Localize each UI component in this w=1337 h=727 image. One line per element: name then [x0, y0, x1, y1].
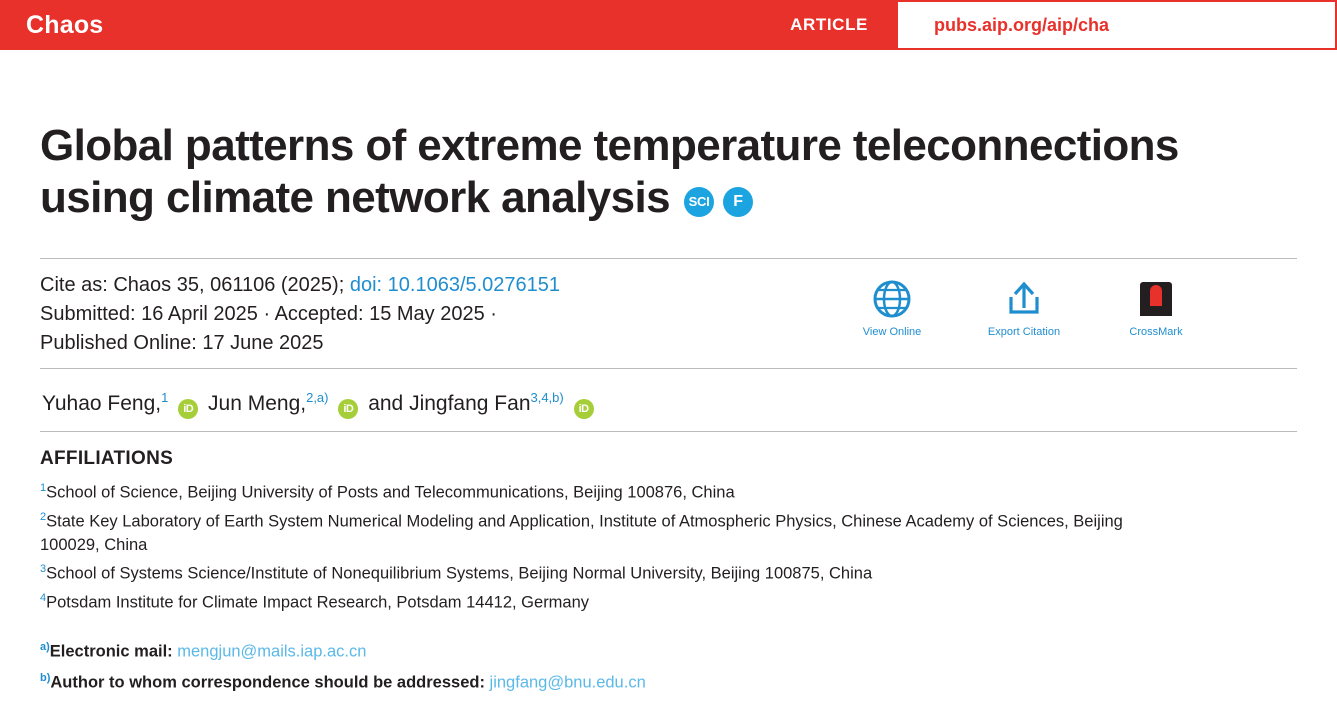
journal-header-bar: [0, 0, 898, 50]
affiliations-list: [40, 476, 1160, 614]
affiliation-item: [40, 476, 1160, 505]
author-2-affiliation-marker: 2,a): [306, 390, 329, 405]
accepted-date: Accepted: 15 May 2025 ·: [274, 303, 497, 325]
cite-as-text: Cite as: Chaos 35, 061106 (2025);: [40, 274, 345, 296]
article-type-label: ARTICLE: [790, 15, 868, 34]
article-content: [0, 50, 1337, 695]
citation-row: [40, 259, 1297, 368]
footnote-a-email[interactable]: mengjun@mails.iap.ac.cn: [177, 642, 367, 661]
footnote-a-marker: a): [40, 641, 50, 653]
affiliation-text: Potsdam Institute for Climate Impact Research, Potsdam 14412, Germany: [46, 593, 590, 611]
title-block: [40, 50, 1297, 224]
author-1-name[interactable]: Yuhao Feng,: [42, 392, 162, 415]
orcid-icon[interactable]: iD: [178, 399, 198, 419]
journal-url-link[interactable]: pubs.aip.org/aip/cha: [934, 14, 1110, 35]
author-3-name[interactable]: Jingfang Fan: [409, 392, 531, 415]
affiliation-marker: 3: [40, 563, 47, 575]
author-3-affiliation-marker: 3,4,b): [530, 390, 564, 405]
page-header: [0, 0, 1337, 50]
sci-badge[interactable]: SCI: [684, 187, 714, 217]
citation-text: [40, 271, 560, 358]
title-badge-group: [684, 187, 753, 217]
crossmark-icon: [1113, 277, 1199, 321]
page-title: Global patterns of extreme temperature teleconnections using climate network analysis: [40, 121, 1179, 222]
affiliation-text: School of Systems Science/Institute of Nonequilibrium Systems, Beijing Normal University, Beijing 100875, China: [46, 564, 873, 583]
doi-link[interactable]: doi: 10.1063/5.0276151: [349, 274, 561, 296]
affiliation-marker: 2: [40, 510, 47, 523]
crossmark-button[interactable]: [1113, 277, 1199, 338]
export-citation-button[interactable]: [981, 277, 1067, 338]
submitted-date: Submitted: 16 April 2025 ·: [40, 303, 271, 325]
footnote-b-email[interactable]: jingfang@bnu.edu.cn: [489, 673, 646, 691]
footnote-b-label: Author to whom correspondence should be addressed:: [50, 673, 485, 691]
export-citation-caption: Export Citation: [987, 326, 1061, 338]
affiliation-text: State Key Laboratory of Earth System Numerical Modeling and Application, Institute of Atmospheric Physics, Chinese Academy of Sciences, Beijing 100029, China: [40, 512, 1123, 554]
affiliations-heading: AFFILIATIONS: [40, 448, 174, 469]
affiliation-item: [40, 557, 1160, 586]
author-2-name[interactable]: Jun Meng,: [208, 392, 307, 415]
export-icon: [981, 277, 1067, 321]
author-1-affiliation-marker: 1: [161, 390, 169, 405]
authors-row: [40, 369, 1297, 431]
f-badge[interactable]: F: [723, 187, 753, 217]
crossmark-caption: CrossMark: [1129, 326, 1183, 338]
footnote-b: [40, 665, 1297, 696]
citation-tool-icons: [849, 271, 1297, 338]
affiliation-item: [40, 505, 1160, 558]
affiliation-item: [40, 586, 1160, 615]
affiliation-marker: 1: [40, 482, 47, 494]
footnote-a-label: Electronic mail:: [49, 642, 173, 661]
journal-url-box[interactable]: [898, 0, 1337, 50]
orcid-icon[interactable]: iD: [338, 399, 358, 419]
affiliation-text: School of Science, Beijing University of Posts and Telecommunications, Beijing 100876, China: [46, 483, 735, 502]
journal-title: Chaos: [26, 10, 104, 39]
orcid-icon[interactable]: iD: [574, 399, 594, 419]
footnote-a: [40, 634, 1297, 665]
affiliation-marker: 4: [40, 591, 47, 604]
view-online-caption: View Online: [862, 326, 922, 338]
footnote-b-marker: b): [40, 671, 51, 684]
footnotes: [40, 614, 1297, 695]
authors-conjunction: and: [368, 392, 404, 415]
published-date: Published Online: 17 June 2025: [40, 332, 324, 354]
view-online-button[interactable]: [849, 277, 935, 338]
globe-icon: [849, 277, 935, 321]
